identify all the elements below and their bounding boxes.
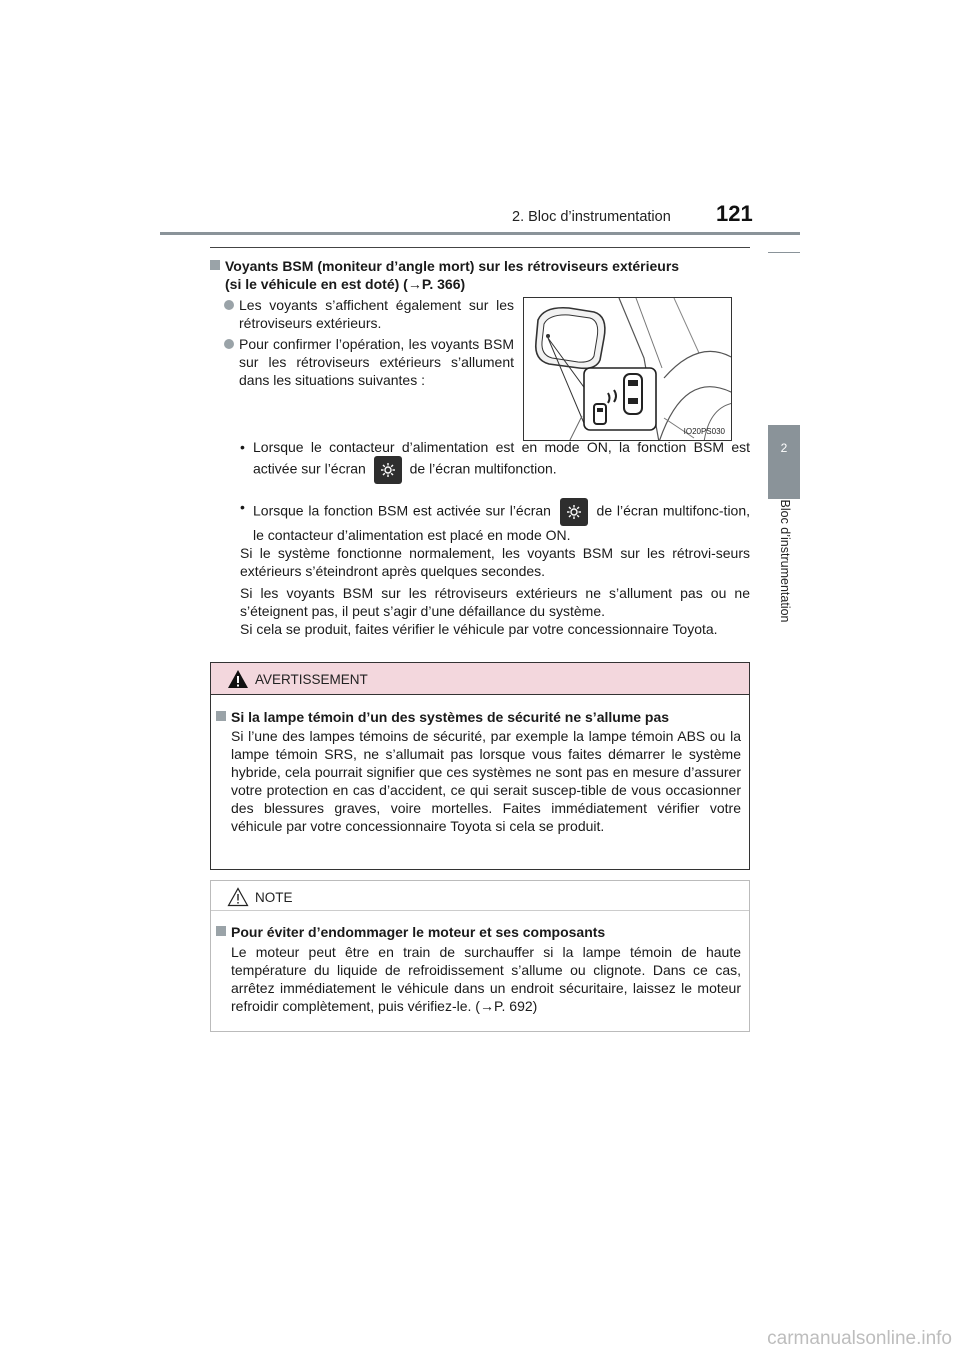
note-body: Le moteur peut être en train de surchauffer si la lampe témoin de haute température du liquide de refroidissement s’allume ou clignote. Dans ce cas, arrêtez immédiatement le véhicule dans un endroit sécuritaire, laissez le moteur refroidir complètement, puis vérifiez-le. (→P. 692) bbox=[231, 944, 741, 1014]
section-title bbox=[210, 257, 750, 293]
bullet-text-1: Les voyants s’affichent également sur les rétroviseurs extérieurs. bbox=[239, 297, 514, 331]
warning-box bbox=[210, 662, 750, 870]
sub-bullet: • bbox=[240, 499, 245, 515]
note-header bbox=[211, 881, 749, 911]
para-malfunction: Si les voyants BSM sur les rétroviseurs extérieurs ne s’allument pas ou ne s’éteignent pas, il peut s’agir d’une défaillance du système. bbox=[240, 585, 750, 619]
warning-header bbox=[211, 663, 749, 695]
square-bullet-icon bbox=[216, 711, 226, 721]
para-normal-operation: Si le système fonctionne normalement, les voyants BSM sur les rétrovi-seurs extérieurs s’éteindront après quelques secondes. bbox=[240, 545, 750, 579]
bullet-item-2 bbox=[224, 335, 514, 389]
page-number: 121 bbox=[716, 201, 753, 226]
caution-triangle-icon bbox=[227, 887, 249, 907]
warning-triangle-icon bbox=[227, 669, 249, 689]
round-bullet-icon bbox=[224, 300, 234, 310]
square-bullet-icon bbox=[216, 926, 226, 936]
sub-item-2-before: Lorsque la fonction BSM est activée sur l’écran bbox=[253, 502, 551, 519]
settings-screen-icon bbox=[560, 498, 588, 526]
content-rule bbox=[210, 247, 750, 248]
footer-watermark: carmanualsonline.info bbox=[767, 1328, 952, 1349]
sub-item-2 bbox=[240, 498, 750, 544]
section-title-line1: Voyants BSM (moniteur d’angle mort) sur les rétroviseurs extérieurs bbox=[225, 258, 680, 274]
sub-item-2-after: de l’écran multifonc-tion, le contacteur d’alimentation est placé en mode ON. bbox=[253, 502, 751, 543]
sub-item-1 bbox=[240, 438, 750, 484]
round-bullet-icon bbox=[224, 339, 234, 349]
sub-item-1-before: Lorsque le contacteur d’alimentation est en mode ON, la fonction BSM est activée sur l’écran bbox=[253, 439, 750, 477]
settings-screen-icon bbox=[374, 456, 402, 484]
header-rule bbox=[160, 232, 800, 235]
header-section-title: 2. Bloc d’instrumentation bbox=[512, 209, 671, 225]
warning-title-text: Si la lampe témoin d’un des systèmes de sécurité ne s’allume pas bbox=[231, 709, 670, 725]
note-label: NOTE bbox=[255, 890, 293, 905]
para-dealer: Si cela se produit, faites vérifier le véhicule par votre concessionnaire Toyota. bbox=[240, 621, 718, 637]
bsm-mirror-figure bbox=[523, 297, 732, 441]
sub-bullet: • bbox=[240, 439, 245, 455]
warning-label: AVERTISSEMENT bbox=[255, 672, 368, 687]
section-title-line2: (si le véhicule en est doté) (→P. 366) bbox=[225, 276, 466, 292]
chapter-label-text: Bloc d’instrumentation bbox=[778, 499, 792, 623]
bullet-item-1 bbox=[224, 296, 514, 332]
note-box bbox=[210, 880, 750, 1032]
chapter-label bbox=[777, 491, 793, 631]
note-title-text: Pour éviter d’endommager le moteur et ses composants bbox=[231, 924, 606, 940]
warning-title bbox=[216, 708, 669, 726]
chapter-tab: 2 bbox=[768, 425, 800, 499]
mirror-illustration bbox=[524, 298, 732, 441]
sub-item-1-after: de l’écran multifonction. bbox=[409, 460, 557, 477]
side-tab-rule bbox=[768, 252, 800, 253]
note-title bbox=[216, 923, 605, 941]
square-bullet-icon bbox=[210, 260, 220, 270]
figure-code: IO20PS030 bbox=[683, 427, 725, 436]
warning-body: Si l’une des lampes témoins de sécurité, par exemple la lampe témoin ABS ou la lampe témoin SRS, ne s’allumait pas lorsque vous faites démarrer le système hybride, cela pourrait signifier que ces systèmes ne sont pas en mesure d’assurer votre protection en cas d’accident, ce qui serait suscep-tible de vous occasionner des blessures graves, voire mortelles. Faites immédiatement vérifier votre véhicule par votre concessionnaire Toyota si cela se produit. bbox=[231, 728, 741, 834]
bullet-text-2: Pour confirmer l’opération, les voyants BSM sur les rétroviseurs extérieurs s’allument dans les situations suivantes : bbox=[239, 336, 514, 388]
